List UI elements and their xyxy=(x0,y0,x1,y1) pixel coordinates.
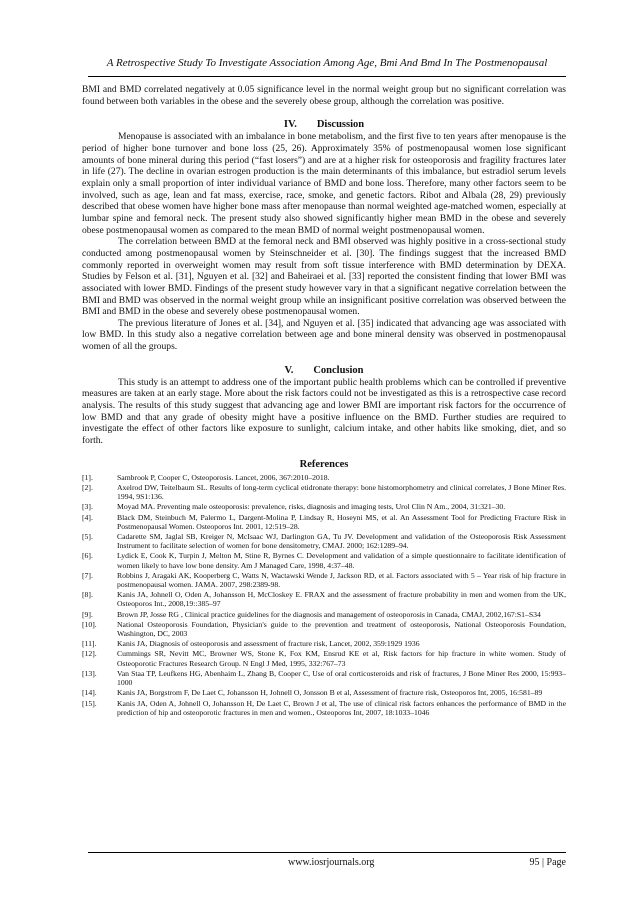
running-header: A Retrospective Study To Investigate Association Among Age, Bmi And Bmd In The Postmenopausal xyxy=(106,57,548,69)
reference-text: Robbins J, Aragaki AK, Kooperberg C, Watts N, Wactawski Wende J, Jackson RD, et al. Factors associated with 5 – Year risk of hip fracture in postmenopausal women. JAMA. 2007, 298:2389-98. xyxy=(117,570,566,589)
reference-text: National Osteoporosis Foundation, Physician's guide to the prevention and treatment of osteoporosis, National Osteoporosis Foundation, Washington, DC, 2003 xyxy=(117,619,566,638)
reference-text: Van Staa TP, Leufkens HG, Abenhaim L, Zhang B, Cooper C, Use of oral corticosteroids and risk of fractures, J Bone Miner Res 2000, 15:993–1000 xyxy=(117,668,566,687)
reference-number: [14]. xyxy=(82,688,97,698)
discussion-title: Discussion xyxy=(316,119,365,131)
reference-number: [5]. xyxy=(82,532,93,542)
reference-item xyxy=(82,688,566,697)
reference-item xyxy=(82,551,566,569)
reference-number: [2]. xyxy=(82,483,93,492)
discussion-paragraph-2: The correlation between BMD at the femoral neck and BMI observed was highly positive in a cross-sectional study conducted among postmenopausal women by Steinschneider et al. [30]. The findings suggest that the increased BMD commonly reported in overweight women may result from soft tissue interference with BMD determination by DEXA. Studies by Felson et al. [31], Nguyen et al. [32] and Baheiraei et al. [33] reported the consistent finding that lower BMI was associated with lower BMD. Findings of the present study however vary in that a significant negative correlation between the BMI and BMD was observed in the normal weight group while an insignificant positive correlation was observed between the BMI and BMD in the obese and severely obese postmenopausal women. xyxy=(82,236,566,318)
reference-text: Kanis JA, Diagnosis of osteoporosis and assessment of fracture risk, Lancet, 2002, 359:1929 1936 xyxy=(117,639,420,649)
reference-item xyxy=(82,502,566,511)
page-number: 95 | Page xyxy=(529,857,566,868)
reference-item xyxy=(82,639,566,648)
reference-number: [11]. xyxy=(82,639,97,649)
conclusion-number: V. xyxy=(284,364,294,376)
reference-number: [1]. xyxy=(82,472,93,482)
reference-number: [4]. xyxy=(82,512,93,522)
reference-text: Kanis JA, Borgstrom F, De Laet C, Johansson H, Johnell O, Jonsson B et al, Assessment of fracture risk, Osteoporos Int, 2005, 16:581–89 xyxy=(117,688,543,698)
reference-text: Sambrook P, Cooper C, Osteoporosis. Lancet, 2006, 367:2010–2018. xyxy=(117,472,330,482)
conclusion-title: Conclusion xyxy=(313,364,364,376)
reference-text: Kanis JA, Oden A, Johnell O, Johansson H, De Laet C, Brown J et al, The use of clinical risk factors enhances the performance of BMD in the prediction of hip and osteoporotic fractures in men and women., Osteoporos Int, 2007, 18:1033–1046 xyxy=(117,698,566,717)
reference-item xyxy=(82,610,566,619)
reference-number: [13]. xyxy=(82,668,97,678)
discussion-heading xyxy=(82,118,566,131)
reference-text: Lydick E, Cook K, Turpin J, Melton M, Stine R, Byrnes C. Development and validation of a simple questionnaire to facilitate identification of women likely to have low bone density. Am J Managed Care, 1998, 4:37–48. xyxy=(117,551,566,570)
reference-number: [8]. xyxy=(82,590,93,600)
reference-item xyxy=(82,620,566,638)
reference-text: Cadarette SM, Jaglal SB, Kreiger N, McIsaac WJ, Darlington GA, Tu JV. Development and validation of the Osteoporosis Risk Assessment Instrument to facilitate selection of women for bone densitometry, CMAJ. 2000; 162:1289–94. xyxy=(117,532,566,551)
reference-number: [15]. xyxy=(82,698,97,708)
reference-number: [9]. xyxy=(82,609,93,619)
reference-item xyxy=(82,669,566,687)
reference-item xyxy=(82,649,566,667)
reference-number: [10]. xyxy=(82,619,97,629)
reference-text: Cummings SR, Nevitt MC, Browner WS, Stone K, Fox KM, Ensrud KE et al, Risk factors for hip fracture in white women. Study of Osteoporotic Fractures Research Group. N Engl J Med, 1995, 332:767–73 xyxy=(117,649,566,668)
reference-text: Brown JP, Josse RG , Clinical practice guidelines for the diagnosis and management of osteoporosis in Canada, CMAJ, 2002,167:S1–S34 xyxy=(117,609,541,619)
conclusion-heading xyxy=(82,364,566,377)
journal-url: www.iosrjournals.org xyxy=(288,857,375,868)
article-body xyxy=(82,84,566,718)
discussion-paragraph-1: Menopause is associated with an imbalance in bone metabolism, and the first five to ten years after menopause is the period of higher bone turnover and bone loss (25, 26). Approximately 35% of postmenopausal women lose significant amounts of bone mineral during this period (“fast losers”) and are at a higher risk for osteoporosis and fragility fractures later in life (27). The decline in ovarian estrogen production is the main determinants of this imbalance, but estradiol serum levels explain only a small proportion of inter individual variance of BMD and bone loss. Therefore, many other factors seem to be involved, such as age, lean and fat mass, exercise, race, smoke, and genetic factors. Ribot and Albala (28, 29) previously described that obese women have higher bone mass after menopause than normal weighted age-matched women, especially at lumbar spine and femoral neck. The present study also showed significantly higher mean BMD in the obese and severely obese postmenopausal women as compared to the mean BMD of normal weight postmenopausal women. xyxy=(82,131,566,236)
reference-number: [3]. xyxy=(82,502,93,512)
reference-item xyxy=(82,571,566,589)
discussion-number: IV. xyxy=(283,119,297,131)
header-divider xyxy=(88,76,566,77)
reference-number: [6]. xyxy=(82,551,93,561)
reference-text: Black DM, Steinbuch M, Palermo L, Dargent-Molina P, Lindsay R, Hoseyni MS, et al. An Assessment Tool for Predicting Fracture Risk in Postmenopausal Women. Osteoporos Int. 2001, 12:519–28. xyxy=(117,512,566,531)
reference-item xyxy=(82,513,566,531)
reference-text: Moyad MA. Preventing male osteoporosis: prevalence, risks, diagnosis and imaging tests, Urol Clin N Am., 2004, 31:321–30. xyxy=(117,502,506,512)
footer-divider xyxy=(88,852,566,853)
reference-item xyxy=(82,590,566,608)
conclusion-paragraph: This study is an attempt to address one of the important public health problems which can be controlled if preventive measures are taken at an early stage. More about the risk factors could not be investigated as this is a retrospective case record analysis. The results of this study suggest that advancing age and lower BMI are important risk factors for the occurrence of low BMD and that any grade of obesity might have a positive influence on the BMD. Further studies are required to investigate the effect of other factors like exposure to sunlight, calcium intake, and other habits like smoking, diet, and so forth. xyxy=(82,376,566,447)
reference-item xyxy=(82,532,566,550)
intro-paragraph: BMI and BMD correlated negatively at 0.05 significance level in the normal weight group but no significant correlation was found between both variables in the obese and the severely obese group, although the correlation was positive. xyxy=(82,84,566,107)
reference-item xyxy=(82,699,566,717)
discussion-paragraph-3: The previous literature of Jones et al. [34], and Nguyen et al. [35] indicated that advancing age was associated with low BMD. In this study also a negative correlation between age and bone mineral density was observed in postmenopausal women of all the groups. xyxy=(82,317,566,353)
reference-item xyxy=(82,473,566,482)
reference-number: [12]. xyxy=(82,649,97,659)
reference-text: Kanis JA, Johnell O, Oden A, Johansson H, McCloskey E. FRAX and the assessment of fracture probability in men and women from the UK, Osteoporos Int., 2008,19::385–97 xyxy=(117,590,566,609)
references-heading: References xyxy=(299,458,349,470)
reference-number: [7]. xyxy=(82,570,93,580)
reference-text: Axelrod DW, Teitelbaum SL. Results of long-term cyclical etidronate therapy: bone histomorphometry and clinical correlates, J Bone Miner Res. 1994, 9S1:136. xyxy=(117,483,566,502)
reference-item xyxy=(82,483,566,501)
reference-list xyxy=(82,473,566,717)
